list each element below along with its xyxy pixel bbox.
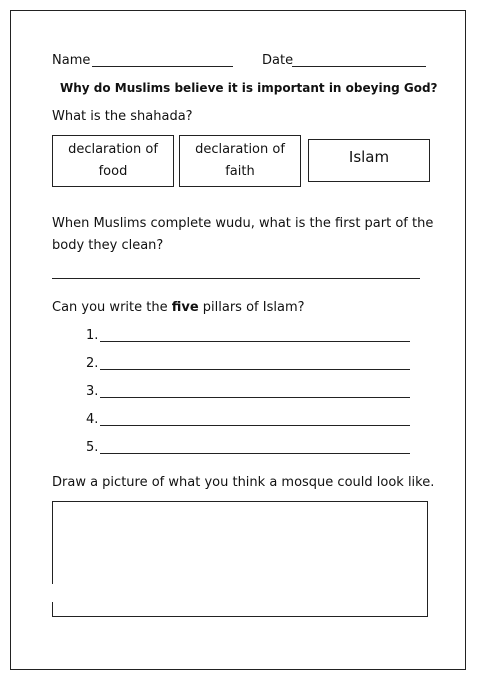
wudu-question-line-1: When Muslims complete wudu, what is the first part of the bbox=[52, 216, 434, 231]
pillar-answer-line-1[interactable] bbox=[100, 341, 410, 342]
pillar-number: 5. bbox=[86, 440, 99, 455]
drawing-box-border-gap bbox=[51, 584, 54, 602]
pillar-answer-line-2[interactable] bbox=[100, 369, 410, 370]
option-islam[interactable]: Islam bbox=[308, 139, 430, 182]
pillar-answer-line-4[interactable] bbox=[100, 425, 410, 426]
drawing-box[interactable] bbox=[52, 501, 428, 617]
pillars-question: Can you write the five pillars of Islam? bbox=[52, 300, 305, 315]
pillar-number: 3. bbox=[86, 384, 99, 399]
option-declaration-of-food[interactable]: declaration of food bbox=[52, 135, 174, 187]
pillar-number: 4. bbox=[86, 412, 99, 427]
worksheet-title: Why do Muslims believe it is important in obeying God? bbox=[60, 81, 438, 95]
name-label: Name bbox=[52, 53, 91, 68]
pillar-number: 1. bbox=[86, 328, 99, 343]
name-field[interactable] bbox=[92, 66, 233, 67]
mosque-question: Draw a picture of what you think a mosque could look like. bbox=[52, 475, 435, 490]
pillar-answer-line-3[interactable] bbox=[100, 397, 410, 398]
pillar-answer-line-5[interactable] bbox=[100, 453, 410, 454]
shahada-question: What is the shahada? bbox=[52, 109, 193, 124]
pillar-number: 2. bbox=[86, 356, 99, 371]
wudu-question-line-2: body they clean? bbox=[52, 238, 164, 253]
date-label: Date bbox=[262, 53, 294, 68]
date-field[interactable] bbox=[292, 66, 426, 67]
option-declaration-of-faith[interactable]: declaration of faith bbox=[179, 135, 301, 187]
wudu-answer-line[interactable] bbox=[52, 278, 420, 279]
